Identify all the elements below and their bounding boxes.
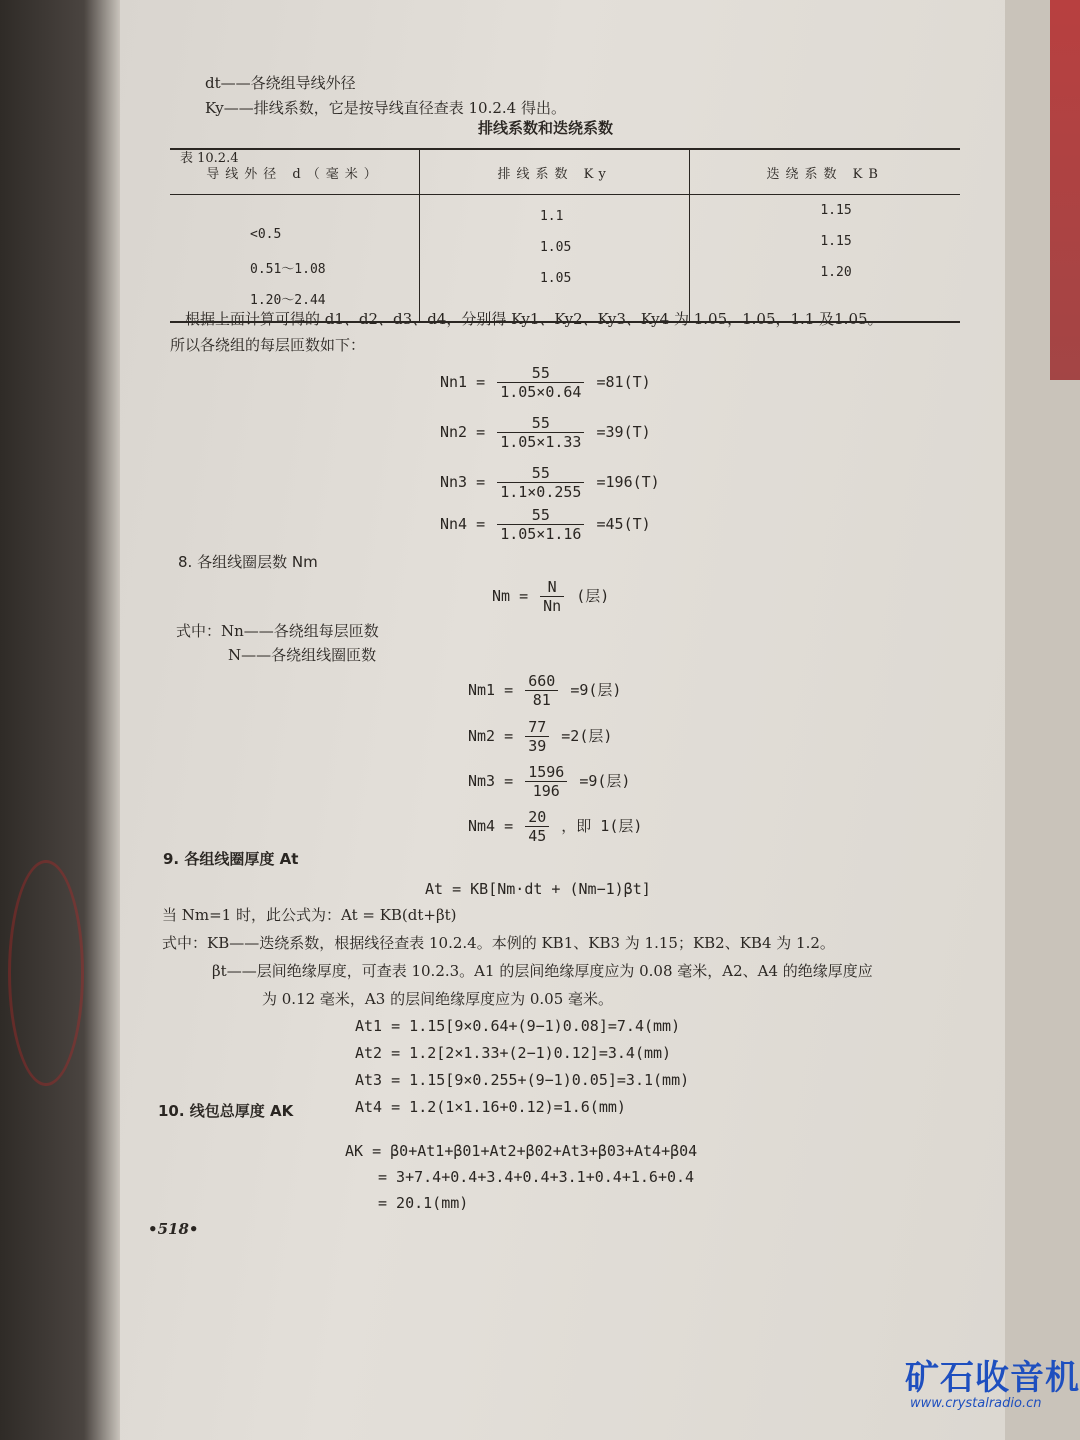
section-9-heading: 9. 各组线圈厚度 At xyxy=(163,850,299,868)
table-number: 表 10.2.4 xyxy=(180,151,239,166)
fraction xyxy=(540,578,564,615)
watermark-logo: 矿石收音机 xyxy=(905,1358,1080,1398)
equation-rhs: ，即 1(层) xyxy=(561,817,643,835)
section-10-heading: 10. 线包总厚度 AK xyxy=(158,1102,294,1120)
equation-at1: At1 = 1.15[9×0.64+(9−1)0.08]=7.4(mm) xyxy=(355,1017,681,1035)
equation-nm-general xyxy=(492,578,609,615)
equation-ak-line2: = 3+7.4+0.4+3.4+0.4+3.1+0.4+1.6+0.4 xyxy=(378,1168,695,1186)
diameter-cell: 1.20～2.44 xyxy=(250,293,326,308)
table-row xyxy=(170,195,960,323)
equation-ak-line3: = 20.1(mm) xyxy=(378,1194,469,1212)
fraction xyxy=(497,464,584,501)
fraction-numerator: 55 xyxy=(497,506,584,525)
diameter-cell: <0.5 xyxy=(250,227,282,242)
equation-lhs: Nn1 = xyxy=(440,373,486,391)
fraction-denominator: 196 xyxy=(532,782,560,800)
red-cover-edge xyxy=(1050,0,1080,380)
red-library-stamp xyxy=(8,860,84,1086)
table-header-kb: 迭绕系数 KB xyxy=(690,149,960,195)
table-header-row xyxy=(170,149,960,195)
ky-cell: 1.05 xyxy=(539,271,572,286)
page-number: •518• xyxy=(148,1220,199,1238)
kb-cell: 1.15 xyxy=(820,203,852,218)
ky-cell: 1.05 xyxy=(539,240,572,255)
fraction xyxy=(525,718,549,755)
equation-rhs: =9(层) xyxy=(570,681,622,699)
equation-lhs: Nn3 = xyxy=(440,473,486,491)
kb-cell: 1.15 xyxy=(820,234,852,249)
fraction-numerator: N xyxy=(540,578,564,597)
definition-dt: dt——各绕组导线外径 xyxy=(205,74,356,92)
equation-lhs: Nn2 = xyxy=(440,423,486,441)
definition-ky: Ky——排线系数，它是按导线直径查表 10.2.4 得出。 xyxy=(205,99,566,117)
equation-lhs: Nm3 = xyxy=(468,772,514,790)
equation-rhs: (层) xyxy=(576,587,610,605)
fraction-denominator: 1.05×0.64 xyxy=(500,383,582,401)
fraction-numerator: 55 xyxy=(497,364,584,383)
fraction-numerator: 660 xyxy=(525,672,558,691)
fraction-numerator: 77 xyxy=(525,718,549,737)
table-header-diameter: 导线外径 d（毫米） xyxy=(170,149,419,195)
equation-at2: At2 = 1.2[2×1.33+(2−1)0.12]=3.4(mm) xyxy=(355,1044,672,1062)
watermark-url: www.crystalradio.cn xyxy=(910,1396,1042,1411)
ky-cell: 1.1 xyxy=(539,209,564,224)
equation-nm3 xyxy=(468,763,630,800)
paragraph-per-layer: 所以各绕组的每层匝数如下： xyxy=(170,336,366,354)
fraction xyxy=(525,808,549,845)
table-header-ky: 排线系数 Ky xyxy=(419,149,689,195)
equation-rhs: =81(T) xyxy=(596,373,651,391)
equation-nn4 xyxy=(440,506,651,543)
equation-nm1 xyxy=(468,672,621,709)
equation-nn2 xyxy=(440,414,651,451)
fraction xyxy=(497,364,584,401)
equation-lhs: Nn4 = xyxy=(440,515,486,533)
section-8-heading: 8. 各组线圈层数 Nm xyxy=(178,553,318,571)
equation-ak-line1: AK = β0+At1+β01+At2+β02+At3+β03+At4+β04 xyxy=(345,1142,698,1160)
section-8-where-n: N——各绕组线圈匝数 xyxy=(228,646,377,664)
ky-column xyxy=(419,195,689,323)
equation-lhs: Nm = xyxy=(492,587,529,605)
equation-rhs: =196(T) xyxy=(596,473,660,491)
book-spine-shadow xyxy=(0,0,120,1440)
fraction-denominator: 39 xyxy=(528,737,547,755)
equation-rhs: =45(T) xyxy=(596,515,651,533)
fraction-numerator: 20 xyxy=(525,808,549,827)
section-9-where-kb: 式中：KB——迭绕系数，根据线径查表 10.2.4。本例的 KB1、KB3 为 1.15；KB2、KB4 为 1.2。 xyxy=(162,934,835,952)
fraction-denominator: 1.05×1.33 xyxy=(500,433,582,451)
kb-column xyxy=(690,195,960,323)
fraction-denominator: Nn xyxy=(543,597,562,615)
equation-at4: At4 = 1.2(1×1.16+0.12)=1.6(mm) xyxy=(355,1098,626,1116)
fraction-denominator: 1.1×0.255 xyxy=(500,483,582,501)
fraction-numerator: 1596 xyxy=(525,763,567,782)
section-9-when: 当 Nm=1 时，此公式为：At = KB(dt+βt) xyxy=(162,906,457,924)
equation-rhs: =39(T) xyxy=(596,423,651,441)
fraction xyxy=(497,414,584,451)
fraction xyxy=(525,763,567,800)
fraction-numerator: 55 xyxy=(497,464,584,483)
table-title: 排线系数和迭绕系数 xyxy=(478,119,614,137)
equation-rhs: =2(层) xyxy=(561,727,613,745)
fraction xyxy=(525,672,558,709)
equation-at3: At3 = 1.15[9×0.255+(9−1)0.05]=3.1(mm) xyxy=(355,1071,690,1089)
fraction xyxy=(497,506,584,543)
fraction-numerator: 55 xyxy=(497,414,584,433)
fraction-denominator: 1.05×1.16 xyxy=(500,525,582,543)
equation-nn1 xyxy=(440,364,651,401)
equation-rhs: =9(层) xyxy=(579,772,631,790)
kb-cell: 1.20 xyxy=(820,265,852,280)
diameter-column xyxy=(170,195,419,323)
section-8-where-nn: 式中：Nn——各绕组每层匝数 xyxy=(176,622,379,640)
section-9-where-beta: βt——层间绝缘厚度，可查表 10.2.3。A1 的层间绝缘厚度应为 0.08 毫米，A2、A4 的绝缘厚度应 xyxy=(212,962,873,980)
equation-lhs: Nm4 = xyxy=(468,817,514,835)
equation-at-general: At = KB[Nm·dt + (Nm−1)βt] xyxy=(425,880,651,898)
equation-nm2 xyxy=(468,718,612,755)
equation-nm4 xyxy=(468,808,642,845)
fraction-denominator: 81 xyxy=(532,691,551,709)
fraction-denominator: 45 xyxy=(528,827,547,845)
equation-nn3 xyxy=(440,464,660,501)
equation-lhs: Nm1 = xyxy=(468,681,514,699)
section-9-where-beta-cont: 为 0.12 毫米，A3 的层间绝缘厚度应为 0.05 毫米。 xyxy=(262,990,614,1008)
paragraph-ky-result: 根据上面计算可得的 d1、d2、d3、d4，分别得 Ky1、Ky2、Ky3、Ky4 为 1.05，1.05，1.1 及1.05。 xyxy=(185,310,883,328)
diameter-cell: 0.51～1.08 xyxy=(250,262,326,277)
equation-lhs: Nm2 = xyxy=(468,727,514,745)
coefficient-table xyxy=(170,148,960,323)
